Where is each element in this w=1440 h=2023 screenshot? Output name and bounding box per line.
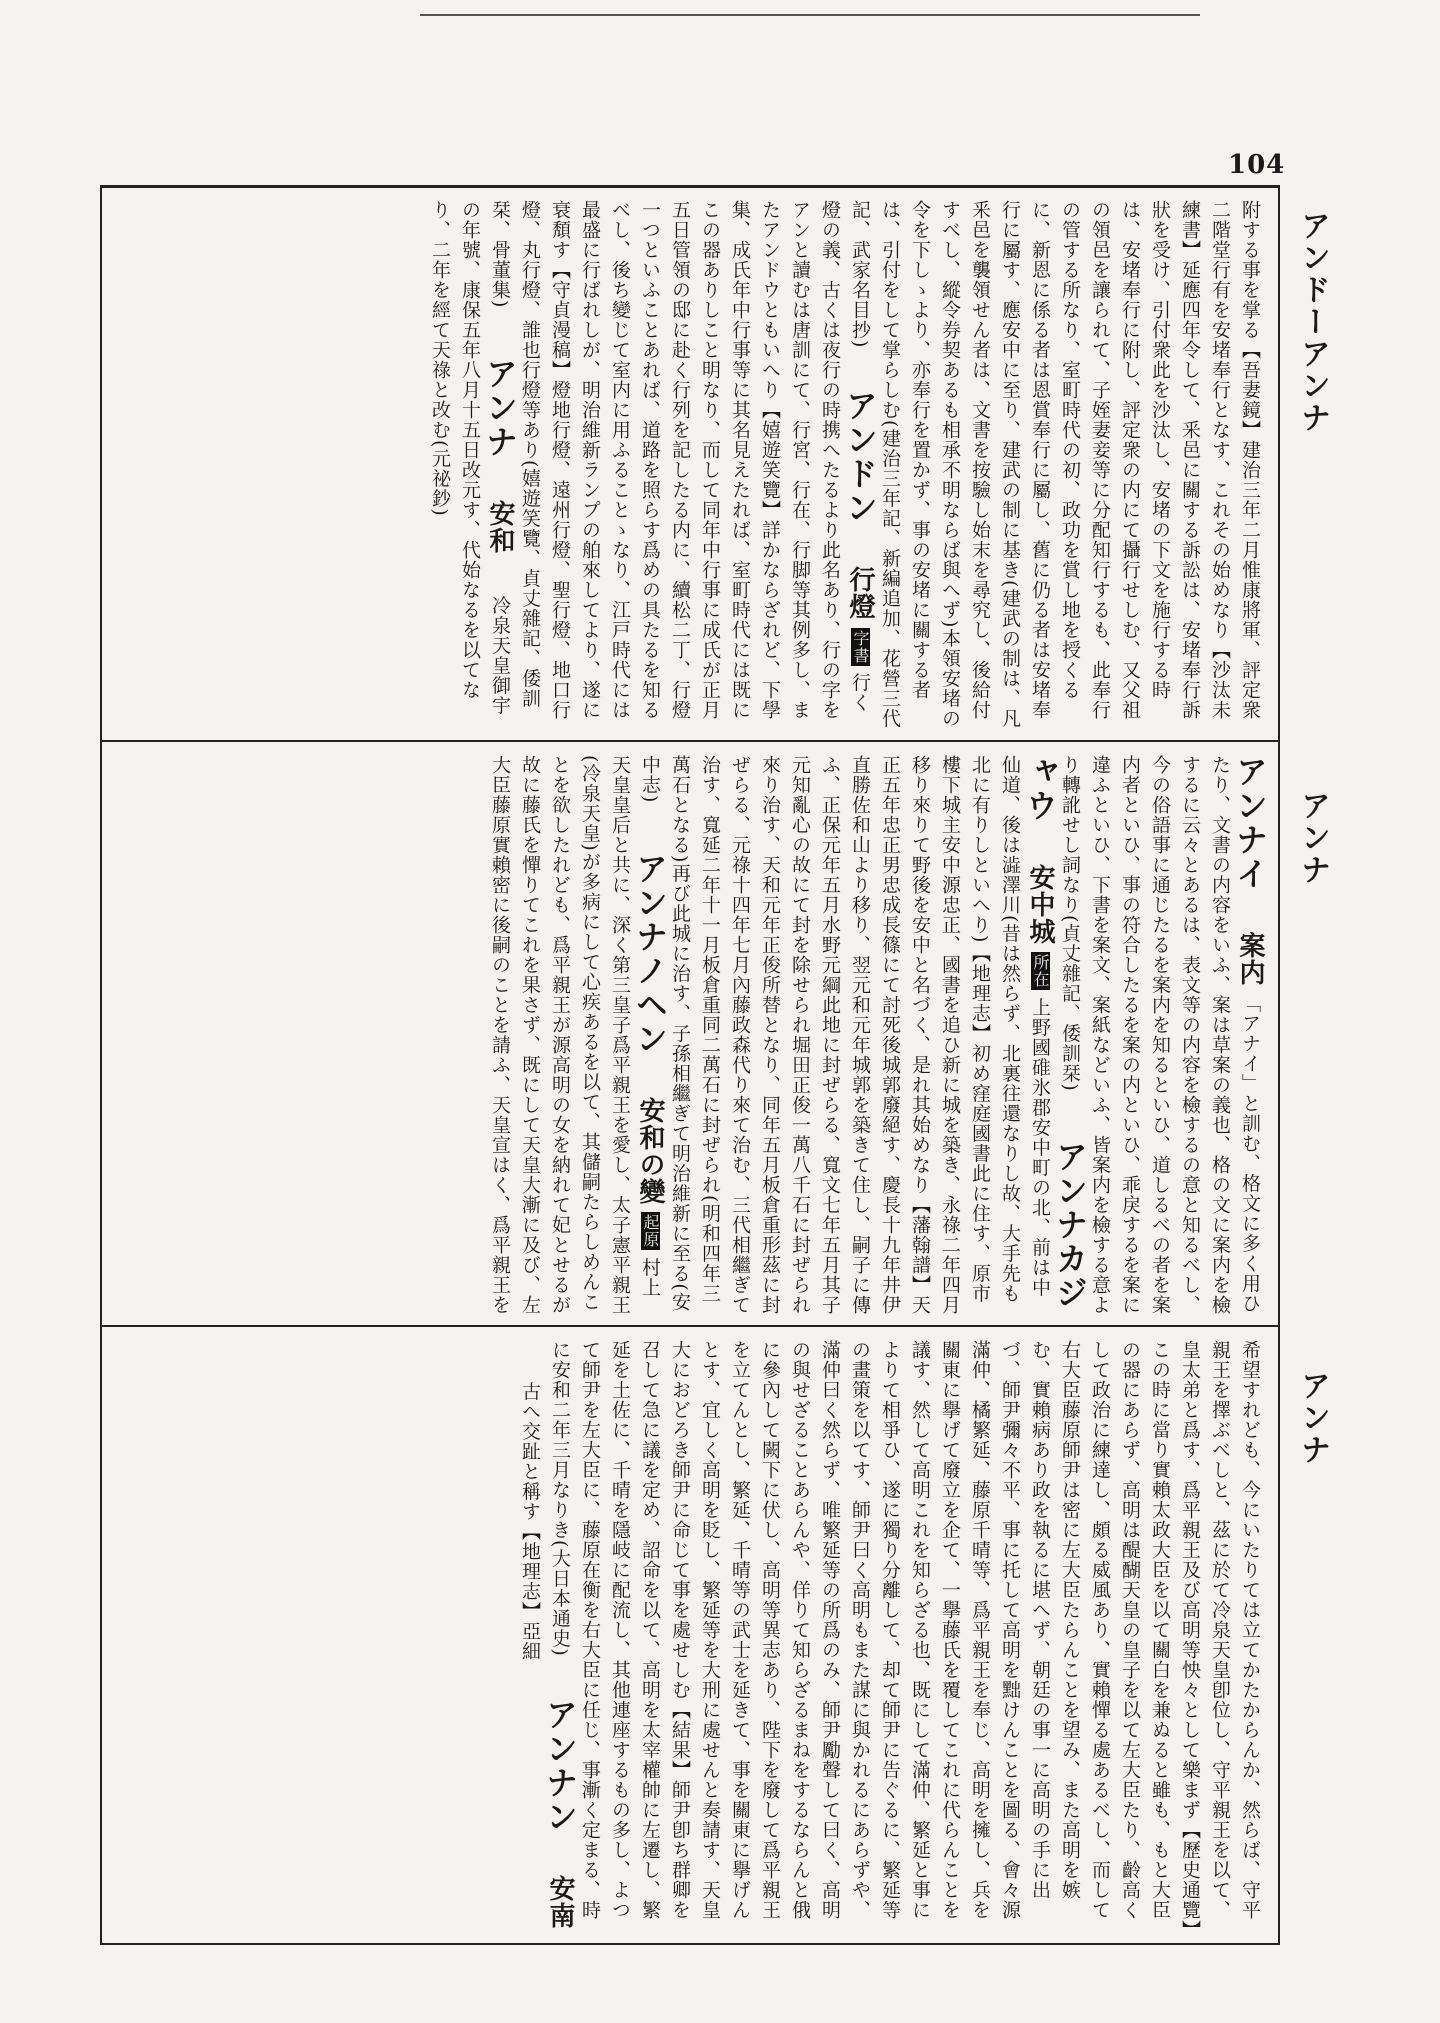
page-number: 104 [1228, 150, 1286, 180]
entry-heading: アンナイ [1231, 755, 1269, 891]
entry-anna-no-hen [489, 755, 669, 1315]
andou-continuation-text: 附する事を掌る【吾妻鏡】建治三年二月惟康將軍、評定衆二階堂行有を安堵奉行となす、これその始めなり【沙汰未練書】延應四年令して、釆邑に關する訴訟は、安堵奉行訴狀を受け、引付衆此を沙汰し、安堵の下文を施行する時は、安堵奉行に附し、評定衆の内にて攝行せしむ、又父祖の領邑を讓られて、子姪妻妾等に分配知行するも、此奉行の管する所なり、室町時代の初、政功を賞し地を授くるに、新恩に係る者は恩賞奉行に屬し、舊に仍る者は安堵奉行に屬す、應安中に至り、建武の制に基き(建武の制は、凡釆邑を襲領せん者は、文書を按驗し始末を尋究し、後給付すべし、縱令券契あるも相承不明ならば與へず)本領安堵の令を下しゝより、亦奉行を置かず、事の安堵に關する者は、引付をして掌らしむ(建治三年記、新編追加、花營三代記、武家名目抄) [849, 200, 1261, 729]
middle-text-block [115, 755, 1269, 1315]
bottom-rule [100, 1943, 1280, 1945]
running-head-middle: アンナ [1295, 790, 1330, 886]
source-tag: 字書 [851, 629, 870, 664]
header-rule [100, 185, 1280, 188]
frame-left-rule [100, 185, 102, 1945]
lower-text-block [115, 1340, 1265, 1935]
entry-kanji: 安南 [545, 1874, 575, 1929]
entry-kanji: 安和の變 [635, 1096, 665, 1205]
entry-andon [489, 200, 879, 720]
source-tag: 起原 [641, 1213, 660, 1248]
running-head-lower: アンナ [1295, 1370, 1330, 1466]
entry-heading: アンナカジャウ [1021, 755, 1089, 1310]
entry-kanji: 安中城 [1025, 864, 1055, 946]
entry-annai [1059, 755, 1269, 1315]
top-border-line [420, 0, 1200, 16]
entry-text: 古へ交趾と稱す【地理志】亞細 [519, 1381, 541, 1662]
entry-text: 「アナイ」と訓む、格文に多く用ひたり、文書の内容をいふ、案は草案の義也、格の文に案内を檢するに云々とあるは、表文等の内容を檢するの意と知るべし、今の俗語事に通じたるを案内を知るといひ、道しるべの者を案内者といひ、事の符合したるを案の内といひ、乖戾するを案に違ふといひ、下書を案文、案紙などいふ、皆案内を檢する意より轉訛せし詞なり(貞丈雜記、倭訓栞) [1059, 755, 1261, 1315]
entry-heading: アンナン [541, 1697, 579, 1834]
entry-text: 上野國碓氷郡安中町の北、前は中仙道、後は澁澤川(昔は然らず、北裏往還なりし故、大手先も北に有りしといへり)【地理志】初め窪庭國書此に住す、原市樓下城主安中源忠正、國書を追ひ新に城を築き、永祿二年四月移り來りて野後を安中と名づく、是れ其始めなり【藩翰譜】天正五年忠正男忠成長篠にて討死後城郭廢絕す、慶長十九年井伊直勝佐和山より移り、翌元和元年城郭を築きて住し、嗣子に傳ふ、正保元年五月水野元綱此地に封ぜらる、寬文七年五月其子元知亂心の故にて封を除せられ堀田正俊一萬八千石に封ぜられ來り治す、天和元年正俊所替となり、同年五月板倉重形茲に封ぜらる、元祿十四年七月內藤政森代り來て治む、三代相繼ぎて治す、寬延二年十一月板倉重同二萬石に封ぜられ(明和四年三萬石となる)再び此城に治す、子孫相繼ぎて明治維新に至る(安中志) [639, 755, 1051, 1315]
entry-text: 行く燈の義、古くは夜行の時携へたるより此名あり、行の字をアンと讀むは唐訓にて、行宮、行在、行脚等其例多し、またアンドウともいへり【嬉遊笑覽】詳かならざれど、下學集、成氏年中行事等に其名見えたれば、室町時代には既にこの器ありしこと明なり、而して同年中行事に成氏が正月五日管領の邸に赴く行列を記したる内に、續松二丁、行燈一つといふことあれば、道路を照らす爲めの具たるを知るべし、後ち變じて室内に用ふることゝなり、江戸時代には最盛に行ばれしが、明治維新ランプの舶來してより、遂に衰頽す【守貞漫稿】燈地行燈、遠州行燈、聖行燈、地口行燈、丸行燈、誰也行燈等あり(嬉遊笑覽、貞丈雜記、倭訓栞、骨董集) [489, 200, 871, 720]
entry-heading: アンドン [841, 389, 879, 526]
entry-kanji: 案内 [1235, 932, 1265, 987]
entry-heading: アンナノヘン [631, 851, 669, 1056]
running-head-upper: アンドーアンナ [1295, 210, 1330, 434]
entry-heading: アンナ [481, 356, 519, 459]
upper-text-block [115, 200, 1265, 730]
entry-kanji: 安和 [485, 499, 515, 554]
entry-annaka-jou [639, 755, 1089, 1315]
entry-kanji: 行燈 [845, 566, 875, 621]
frame-right-rule [1278, 185, 1280, 1945]
entry-text: 村上天皇皇后と共に、深く第三皇子爲平親王を愛し、太子憲平親王(冷泉天皇)が多病にして心疾あるを以て、其儲嗣たらしめんことを欲したれども、爲平親王が源高明の女を納れて妃とせるが故に藤氏を憚りてこれを果さず、既にして天皇大漸に及び、左大臣藤原實賴密に後嗣のことを請ふ、天皇宣はく、爲平親王を [489, 755, 661, 1315]
anna-no-hen-continuation-text: 希望すれども、今にいたりては立てかたからんか、然らば、守平親王を擇ぶべしと、茲に於て冷泉天皇卽位し、守平親王を以て、皇太弟と爲す、爲平親王及び高明等怏々として樂まず【歷史通覽】この時に當り實賴太政大臣を以て關白を兼ぬると雖も、もと大臣の器にあらず、高明は醍醐天皇の皇子を以て左大臣たり、齡高くして政治に練達し、頗る威風あり、實賴憚る處あるべし、而して右大臣藤原師尹は密に左大臣たらんことを望み、また高明を嫉む、實賴病あり政を執るに堪へず、朝廷の事一に高明の手に出づ、師尹彌々不平、事に托して高明を黜けんことを圖る、會々源滿仲、橘繁延、藤原千晴等、爲平親王を奉じ、高明を擁し、兵を關東に擧げて廢立を企て、一擧藤氏を覆してこれに代らんことを議す、然して高明これを知らざる也、既にして滿仲、繁延と事によりて相爭ひ、遂に獨り分離して、却て師尹に告ぐるに、繁延等の畫策を以てす、師尹曰く高明もまた謀に與かれるにあらずや、滿仲曰く然らず、唯繁延等の所爲のみ、師尹勵聲して曰く、高明の與せざることあらんや、佯りて知らざるまねをするならんと俄に參內して闕下に伏し、高明等異志あり、陛下を廢して爲平親王を立てんとし、繁延、千晴等の武士を延きて、事を關東に擧げんとす、宜しく高明を貶し、繁延等を大刑に處せんと奏請す、天皇大におどろき師尹に命じて事を處せしむ【結果】師尹卽ち群卿を召して急に議を定め、詔命を以て、高明を太宰權帥に左遷し、繁延を土佐に、千晴を隱岐に配流し、其他連座するもの多し、よつて師尹を左大臣に、藤原在衡を右大臣に任じ、事漸く定まる、時に安和二年三月なりき(大日本通史) [549, 1340, 1261, 1931]
source-tag: 所在 [1031, 954, 1050, 989]
horizontal-divider-2 [100, 1325, 1280, 1327]
horizontal-divider-1 [100, 740, 1280, 742]
entry-text: 冷泉天皇御宇の年號、康保五年八月十五日改元す、代始なるを以てなり、二年を經て天祿と改む(元祕鈔) [429, 200, 511, 715]
